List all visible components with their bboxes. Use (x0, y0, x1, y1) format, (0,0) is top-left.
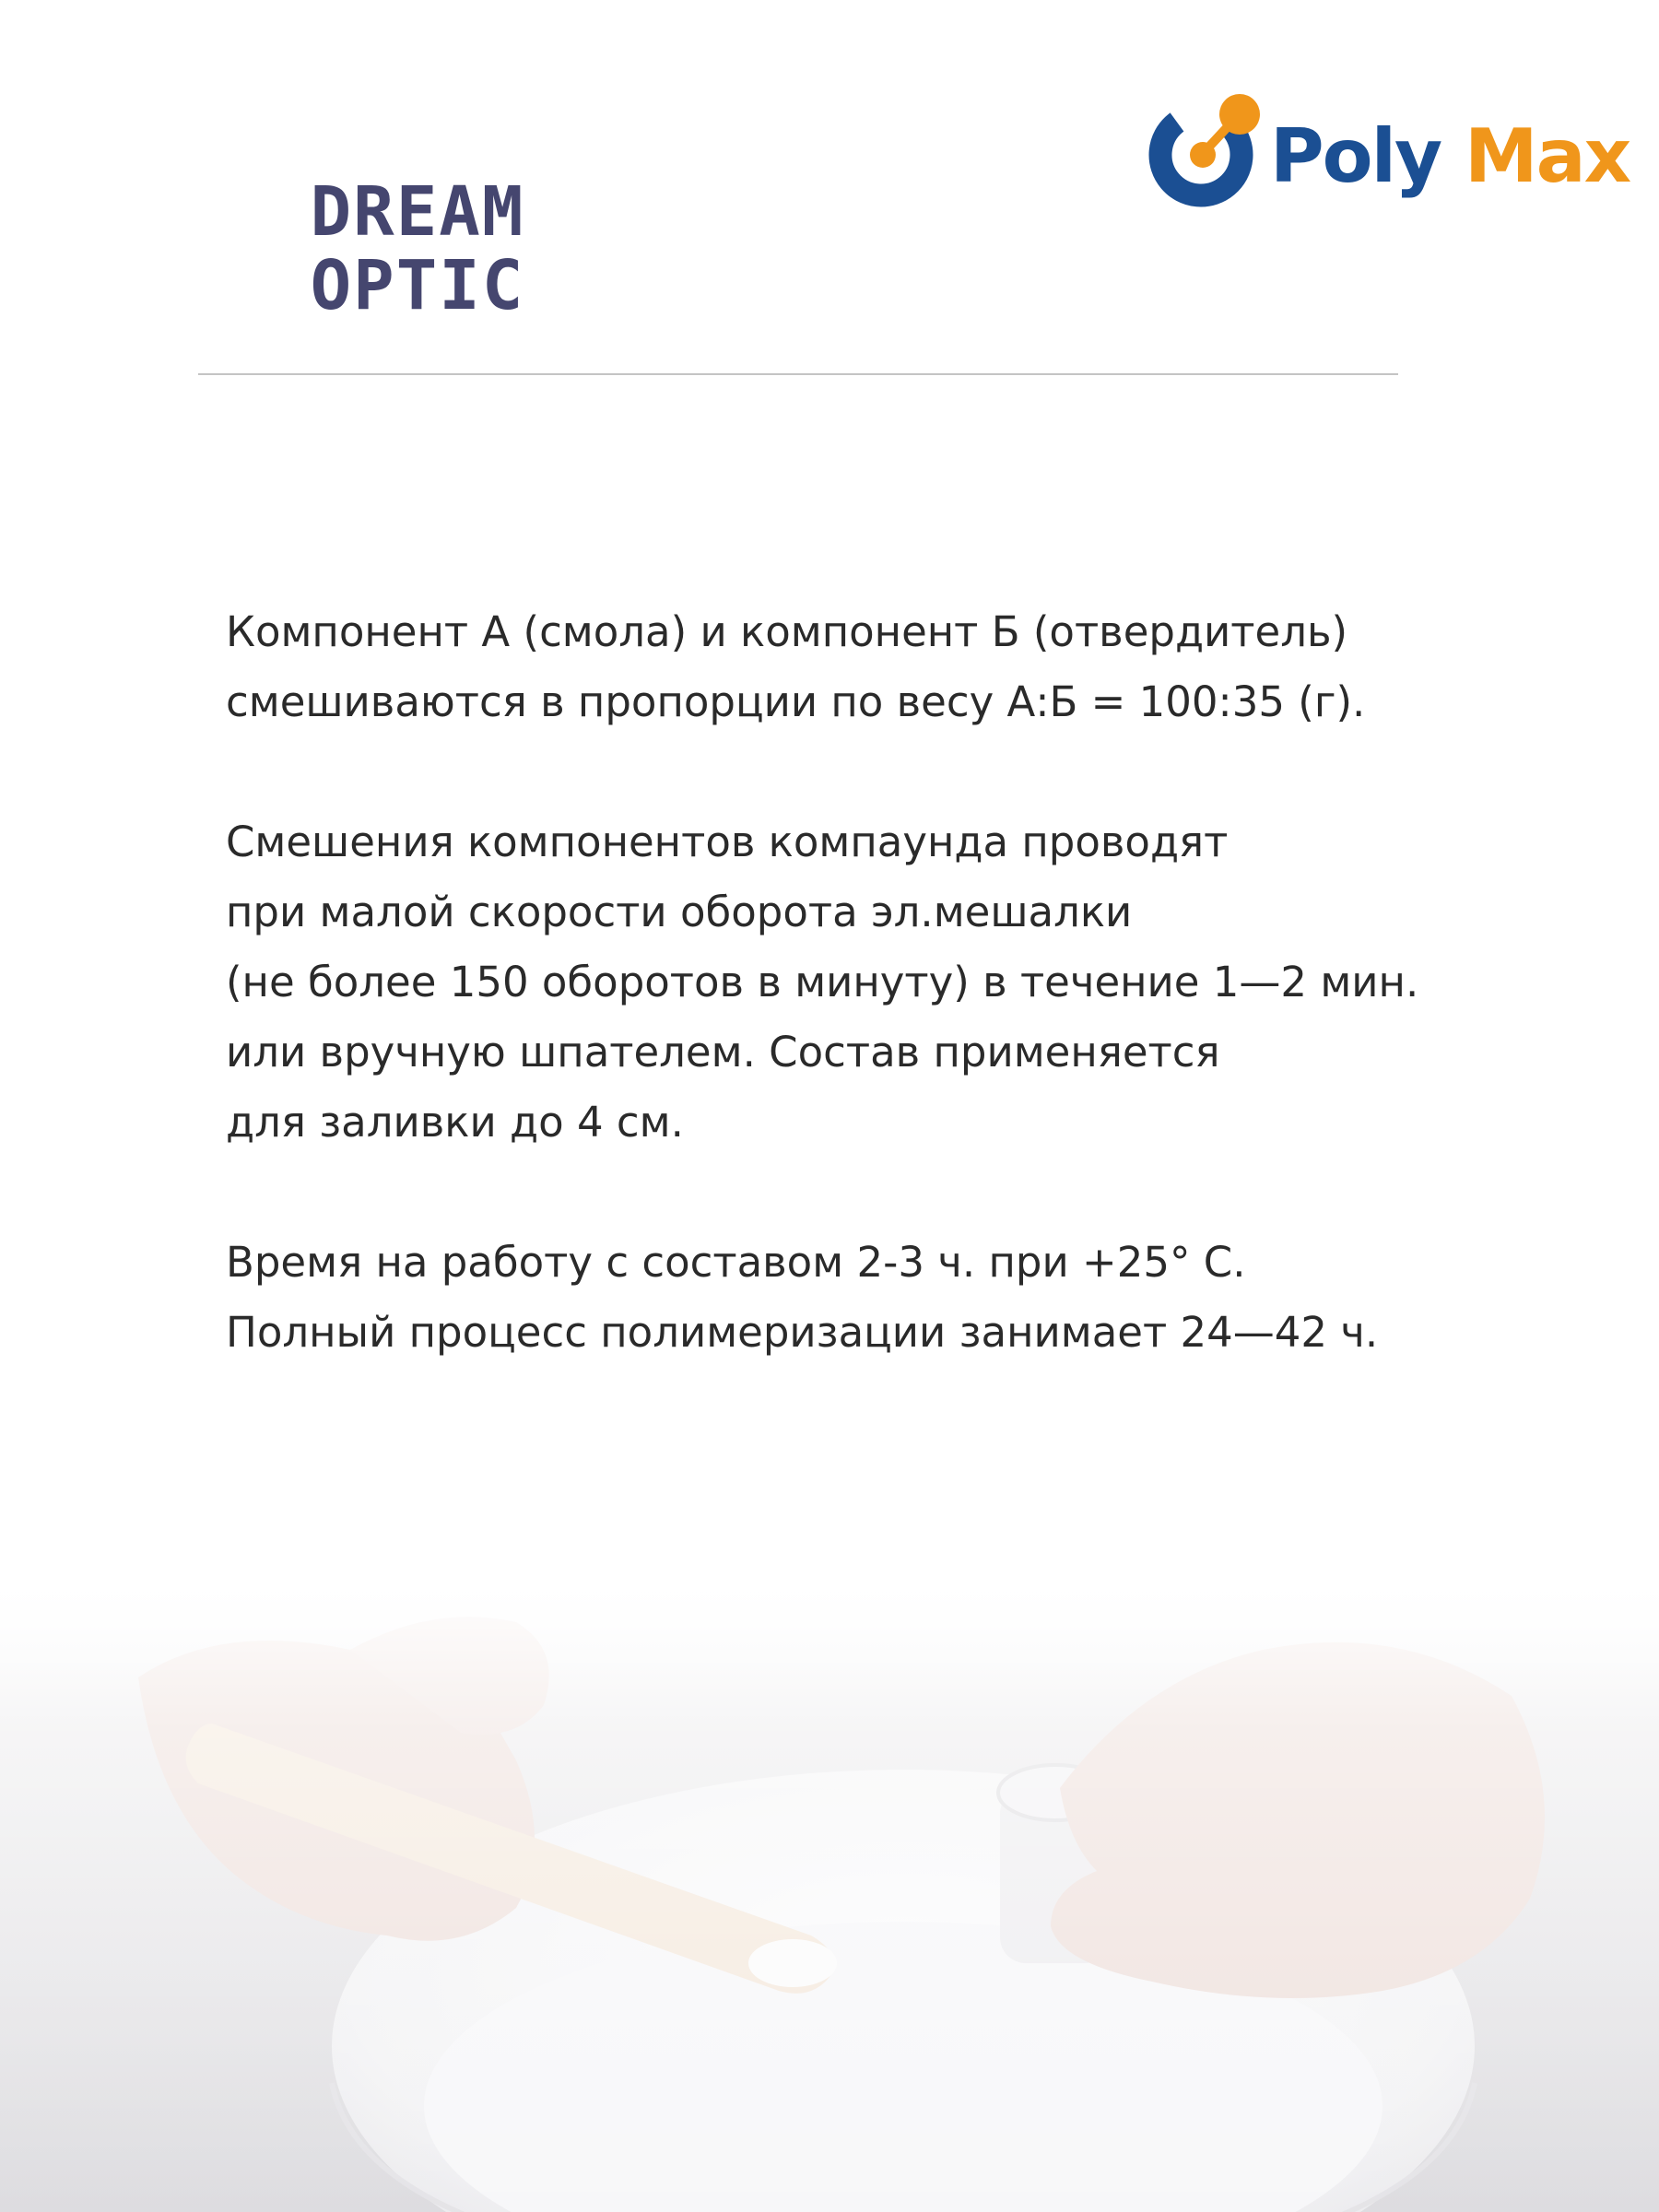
text-line: Полный процесс полимеризации занимает 24—42 ч. (226, 1308, 1379, 1357)
text-line: (не более 150 оборотов в минуту) в течение 1—2 мин. (226, 958, 1419, 1006)
brand-name-max: Max (1465, 113, 1630, 199)
text-line: Время на работу с составом 2-3 ч. при +25° С. (226, 1238, 1246, 1287)
paragraph-mixing-ratio (226, 597, 1479, 737)
text-line: Смешения компонентов компаунда проводят (226, 818, 1229, 866)
header-divider (198, 373, 1398, 375)
instruction-text (226, 597, 1479, 1438)
product-title-line-1: DREAM (310, 172, 525, 252)
paragraph-curing-time (226, 1228, 1479, 1368)
brand-name (1270, 111, 1630, 203)
text-line: при малой скорости оборота эл.мешалки (226, 888, 1133, 936)
mixing-photo (0, 1567, 1659, 2212)
paragraph-mixing-method (226, 807, 1479, 1158)
text-line: для заливки до 4 см. (226, 1098, 684, 1147)
product-title-line-2: OPTIC (310, 246, 525, 325)
product-title (284, 172, 551, 325)
brand-name-poly: Poly (1270, 113, 1441, 199)
text-line: или вручную шпателем. Состав применяется (226, 1028, 1220, 1077)
text-line: Компонент А (смола) и компонент Б (отвердитель) (226, 607, 1348, 656)
text-line: смешиваются в пропорции по весу А:Б = 100:35 (г). (226, 677, 1366, 726)
polymax-logo-icon (1146, 92, 1270, 212)
brand-logo (1146, 92, 1630, 212)
